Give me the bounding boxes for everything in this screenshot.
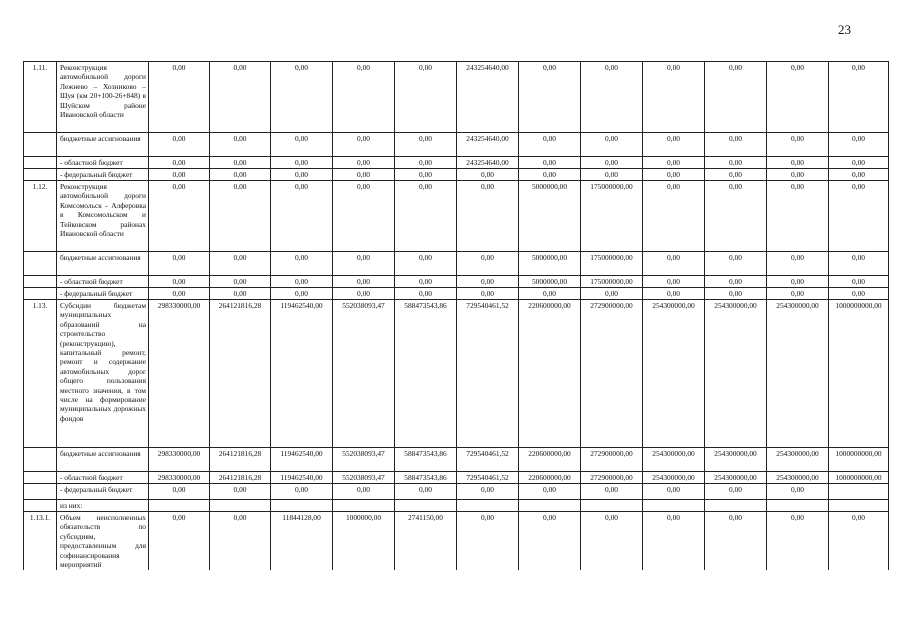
value-cell: 0,00 <box>271 252 333 276</box>
value-cell: 0,00 <box>519 512 581 570</box>
value-cell: 0,00 <box>767 181 829 252</box>
value-cell: 0,00 <box>271 169 333 181</box>
value-cell: 0,00 <box>581 133 643 157</box>
row-index-cell <box>24 133 57 157</box>
row-index-cell <box>24 276 57 288</box>
table-row <box>24 300 889 448</box>
value-cell <box>333 500 395 512</box>
value-cell <box>271 500 333 512</box>
value-cell: 0,00 <box>333 288 395 300</box>
value-cell: 175000000,00 <box>581 252 643 276</box>
page-number: 23 <box>838 22 851 37</box>
value-cell: 0,00 <box>581 288 643 300</box>
value-cell: 0,00 <box>210 288 271 300</box>
value-cell: 243254640,00 <box>457 62 519 133</box>
value-cell: 729540461,52 <box>457 300 519 448</box>
value-cell: 0,00 <box>333 484 395 500</box>
value-cell: 0,00 <box>643 276 705 288</box>
value-cell: 588473543,86 <box>395 472 457 484</box>
row-index-cell <box>24 500 57 512</box>
value-cell: 0,00 <box>149 157 210 169</box>
value-cell: 0,00 <box>271 157 333 169</box>
table-row <box>24 512 889 570</box>
value-cell: 119462540,00 <box>271 300 333 448</box>
value-cell: 0,00 <box>581 512 643 570</box>
value-cell: 0,00 <box>333 62 395 133</box>
value-cell: 220600000,00 <box>519 448 581 472</box>
row-index-cell <box>24 157 57 169</box>
value-cell: 0,00 <box>210 276 271 288</box>
value-cell: 0,00 <box>457 484 519 500</box>
row-index-cell: 1.12. <box>24 181 57 252</box>
value-cell: 0,00 <box>643 484 705 500</box>
value-cell: 5000000,00 <box>519 181 581 252</box>
value-cell: 0,00 <box>149 512 210 570</box>
value-cell: 0,00 <box>149 276 210 288</box>
value-cell <box>705 500 767 512</box>
value-cell: 0,00 <box>829 512 889 570</box>
value-cell: 298330000,00 <box>149 472 210 484</box>
value-cell <box>829 500 889 512</box>
table-row <box>24 157 889 169</box>
value-cell: 0,00 <box>395 252 457 276</box>
value-cell: 0,00 <box>829 288 889 300</box>
value-cell: 254300000,00 <box>705 472 767 484</box>
table-row <box>24 484 889 500</box>
row-index-cell <box>24 288 57 300</box>
value-cell: 0,00 <box>643 157 705 169</box>
value-cell: 175000000,00 <box>581 181 643 252</box>
value-cell: 0,00 <box>333 157 395 169</box>
value-cell: 0,00 <box>705 133 767 157</box>
value-cell: 0,00 <box>581 62 643 133</box>
value-cell: 0,00 <box>395 288 457 300</box>
value-cell: 0,00 <box>767 252 829 276</box>
value-cell: 552038093,47 <box>333 472 395 484</box>
value-cell: 0,00 <box>457 288 519 300</box>
value-cell: 0,00 <box>767 512 829 570</box>
value-cell: 254300000,00 <box>705 448 767 472</box>
value-cell: 0,00 <box>705 512 767 570</box>
value-cell <box>457 500 519 512</box>
value-cell: 0,00 <box>643 181 705 252</box>
value-cell: 1000000000,00 <box>829 300 889 448</box>
row-index-cell <box>24 472 57 484</box>
value-cell: 264121816,28 <box>210 448 271 472</box>
value-cell: 0,00 <box>210 133 271 157</box>
value-cell: 0,00 <box>643 288 705 300</box>
value-cell: 1000000000,00 <box>829 448 889 472</box>
value-cell: 0,00 <box>395 62 457 133</box>
value-cell: 0,00 <box>149 133 210 157</box>
value-cell: 254300000,00 <box>705 300 767 448</box>
value-cell: 0,00 <box>705 169 767 181</box>
value-cell <box>767 500 829 512</box>
table-row <box>24 169 889 181</box>
value-cell: 0,00 <box>210 484 271 500</box>
value-cell: 11844128,00 <box>271 512 333 570</box>
value-cell: 0,00 <box>767 288 829 300</box>
budget-table <box>23 61 889 570</box>
table-row <box>24 448 889 472</box>
value-cell: 272900000,00 <box>581 472 643 484</box>
value-cell: 254300000,00 <box>643 300 705 448</box>
value-cell: 0,00 <box>643 169 705 181</box>
row-index-cell: 1.11. <box>24 62 57 133</box>
value-cell: 0,00 <box>767 62 829 133</box>
value-cell: 0,00 <box>767 484 829 500</box>
value-cell: 298330000,00 <box>149 300 210 448</box>
row-description-cell: - федеральный бюджет <box>57 484 149 500</box>
value-cell: 0,00 <box>210 157 271 169</box>
value-cell <box>643 500 705 512</box>
value-cell: 243254640,00 <box>457 157 519 169</box>
row-description-cell: - областной бюджет <box>57 157 149 169</box>
value-cell: 0,00 <box>333 169 395 181</box>
value-cell: 254300000,00 <box>767 472 829 484</box>
row-description-cell: - федеральный бюджет <box>57 288 149 300</box>
value-cell: 0,00 <box>271 181 333 252</box>
value-cell: 0,00 <box>767 133 829 157</box>
row-description-cell: Реконструкция автомобильной дороги Комсомольск - Алферовка в Комсомольском и Тейковском районах Ивановской области <box>57 181 149 252</box>
value-cell: 254300000,00 <box>643 472 705 484</box>
value-cell: 588473543,86 <box>395 448 457 472</box>
value-cell: 0,00 <box>395 276 457 288</box>
value-cell: 0,00 <box>395 484 457 500</box>
row-description-cell: - областной бюджет <box>57 276 149 288</box>
value-cell: 0,00 <box>149 484 210 500</box>
row-description-cell: Объем неисполненных обязательств по субсидиям, предоставленным для софинансирования мероприятий <box>57 512 149 570</box>
value-cell: 552038093,47 <box>333 448 395 472</box>
value-cell: 0,00 <box>333 252 395 276</box>
row-description-cell: бюджетные ассигнования <box>57 133 149 157</box>
value-cell: 0,00 <box>149 169 210 181</box>
value-cell: 588473543,86 <box>395 300 457 448</box>
row-description-cell: из них: <box>57 500 149 512</box>
value-cell: 5000000,00 <box>519 276 581 288</box>
value-cell: 2741150,00 <box>395 512 457 570</box>
value-cell: 0,00 <box>333 133 395 157</box>
value-cell: 0,00 <box>829 133 889 157</box>
value-cell: 552038093,47 <box>333 300 395 448</box>
value-cell: 272900000,00 <box>581 300 643 448</box>
value-cell: 0,00 <box>271 276 333 288</box>
value-cell: 0,00 <box>210 512 271 570</box>
table-row <box>24 252 889 276</box>
value-cell: 0,00 <box>705 157 767 169</box>
value-cell: 0,00 <box>395 169 457 181</box>
table-row <box>24 288 889 300</box>
value-cell: 0,00 <box>395 133 457 157</box>
value-cell <box>395 500 457 512</box>
value-cell: 0,00 <box>271 133 333 157</box>
value-cell: 0,00 <box>829 252 889 276</box>
row-description-cell: Реконструкция автомобильной дороги Лежнево – Хозниково – Шуя (км 20+100-26+848) в Шуйском районе Ивановской области <box>57 62 149 133</box>
row-description-cell: бюджетные ассигнования <box>57 252 149 276</box>
value-cell: 243254640,00 <box>457 133 519 157</box>
value-cell: 0,00 <box>581 169 643 181</box>
value-cell: 0,00 <box>519 169 581 181</box>
value-cell: 0,00 <box>829 157 889 169</box>
value-cell: 0,00 <box>519 157 581 169</box>
value-cell: 264121816,28 <box>210 300 271 448</box>
row-index-cell <box>24 484 57 500</box>
table-row <box>24 181 889 252</box>
value-cell: 0,00 <box>333 276 395 288</box>
value-cell: 119462540,00 <box>271 472 333 484</box>
row-index-cell <box>24 169 57 181</box>
value-cell: 0,00 <box>519 484 581 500</box>
value-cell: 264121816,28 <box>210 472 271 484</box>
value-cell: 1000000000,00 <box>829 472 889 484</box>
value-cell: 0,00 <box>705 276 767 288</box>
value-cell: 0,00 <box>705 181 767 252</box>
value-cell: 729540461,52 <box>457 472 519 484</box>
value-cell: 0,00 <box>395 181 457 252</box>
value-cell: 0,00 <box>519 288 581 300</box>
value-cell: 0,00 <box>705 252 767 276</box>
value-cell <box>210 500 271 512</box>
value-cell: 0,00 <box>457 181 519 252</box>
value-cell: 0,00 <box>705 62 767 133</box>
table-row <box>24 133 889 157</box>
row-index-cell <box>24 252 57 276</box>
row-description-cell: бюджетные ассигнования <box>57 448 149 472</box>
value-cell: 0,00 <box>149 288 210 300</box>
value-cell <box>519 500 581 512</box>
row-description-cell: - областной бюджет <box>57 472 149 484</box>
value-cell: 0,00 <box>271 62 333 133</box>
row-description-cell: - федеральный бюджет <box>57 169 149 181</box>
table-row <box>24 472 889 484</box>
row-description-cell: Субсидии бюджетам муниципальных образований на строительство (реконструкцию), капитальный ремонт, ремонт и содержание автомобильных дорог общего пользования местного значения, в том числе на формирование муниципальных дорожных фондов <box>57 300 149 448</box>
value-cell: 254300000,00 <box>767 448 829 472</box>
value-cell: 0,00 <box>210 169 271 181</box>
value-cell: 0,00 <box>457 512 519 570</box>
value-cell: 0,00 <box>210 62 271 133</box>
value-cell <box>829 484 889 500</box>
value-cell: 5000000,00 <box>519 252 581 276</box>
value-cell: 0,00 <box>271 288 333 300</box>
value-cell: 0,00 <box>457 252 519 276</box>
value-cell: 0,00 <box>643 252 705 276</box>
row-index-cell <box>24 448 57 472</box>
value-cell: 0,00 <box>767 276 829 288</box>
value-cell: 298330000,00 <box>149 448 210 472</box>
value-cell: 0,00 <box>829 276 889 288</box>
value-cell: 254300000,00 <box>643 448 705 472</box>
table-row <box>24 276 889 288</box>
value-cell: 0,00 <box>210 252 271 276</box>
row-index-cell: 1.13. <box>24 300 57 448</box>
value-cell: 0,00 <box>643 133 705 157</box>
value-cell: 0,00 <box>829 181 889 252</box>
value-cell: 0,00 <box>519 133 581 157</box>
value-cell: 220600000,00 <box>519 472 581 484</box>
value-cell: 272900000,00 <box>581 448 643 472</box>
value-cell: 119462540,00 <box>271 448 333 472</box>
row-index-cell: 1.13.1. <box>24 512 57 570</box>
value-cell: 0,00 <box>581 484 643 500</box>
value-cell: 0,00 <box>210 181 271 252</box>
table-row <box>24 62 889 133</box>
value-cell: 0,00 <box>149 252 210 276</box>
value-cell: 0,00 <box>705 288 767 300</box>
value-cell: 1000000,00 <box>333 512 395 570</box>
value-cell: 0,00 <box>581 157 643 169</box>
value-cell: 0,00 <box>705 484 767 500</box>
value-cell: 0,00 <box>767 169 829 181</box>
value-cell: 0,00 <box>333 181 395 252</box>
value-cell: 729540461,52 <box>457 448 519 472</box>
value-cell: 0,00 <box>829 169 889 181</box>
table-row <box>24 500 889 512</box>
value-cell: 0,00 <box>767 157 829 169</box>
value-cell: 254300000,00 <box>767 300 829 448</box>
value-cell: 0,00 <box>643 512 705 570</box>
value-cell <box>149 500 210 512</box>
value-cell: 0,00 <box>643 62 705 133</box>
value-cell: 0,00 <box>149 181 210 252</box>
value-cell: 0,00 <box>829 62 889 133</box>
value-cell: 0,00 <box>271 484 333 500</box>
value-cell: 175000000,00 <box>581 276 643 288</box>
value-cell: 0,00 <box>149 62 210 133</box>
value-cell: 0,00 <box>457 169 519 181</box>
value-cell: 0,00 <box>519 62 581 133</box>
value-cell: 0,00 <box>395 157 457 169</box>
value-cell: 0,00 <box>457 276 519 288</box>
value-cell: 220600000,00 <box>519 300 581 448</box>
value-cell <box>581 500 643 512</box>
